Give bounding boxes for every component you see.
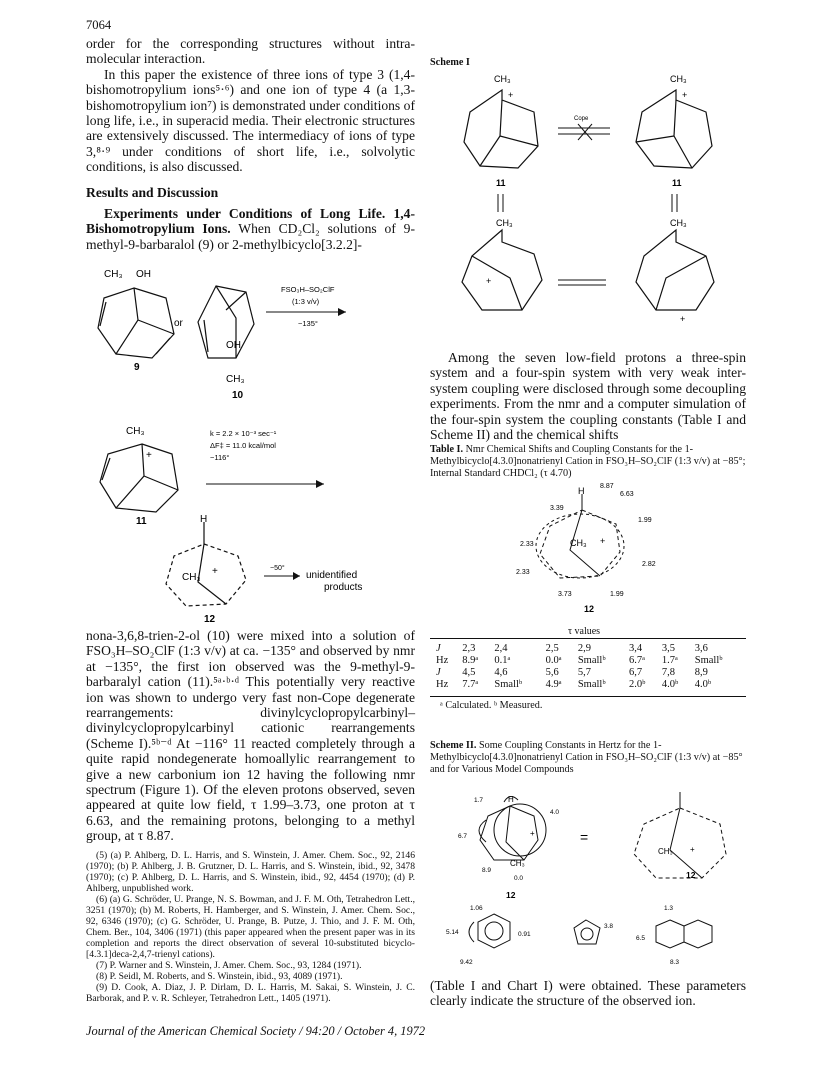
table-row <box>434 666 744 678</box>
scheme-2-diagram <box>430 780 746 980</box>
table-cell: 2,3 <box>462 642 476 654</box>
model-106: 1.06 <box>470 905 483 912</box>
model-83: 8.3 <box>670 959 680 966</box>
ch3-c: CH₃ <box>496 218 513 228</box>
table-cell: 7,8 <box>661 666 676 678</box>
model-091: 0.91 <box>518 931 531 938</box>
compound-11 <box>100 444 178 512</box>
table-cell: 3,6 <box>694 642 708 654</box>
table-cell: Hz <box>436 654 449 666</box>
scheme1-structure-a <box>464 90 538 168</box>
paragraph-3-text: When CD₂Cl₂ solutions of 9-methyl-9-barbaralol (9) or 2-methylbicyclo[3.2.2]- <box>86 221 415 252</box>
table-1-notes: ᵃ Calculated. ᵇ Measured. <box>440 700 543 711</box>
paragraph-1: order for the corresponding structures without intra-molecular interaction. <box>86 36 415 67</box>
table-cell: 3,4 <box>629 642 643 654</box>
compound-11-label: 11 <box>136 516 147 527</box>
arrow-head-3 <box>293 572 300 580</box>
coupling-17: 1.7 <box>474 797 484 804</box>
table-1-data <box>434 642 744 690</box>
unidentified-label-2: products <box>324 582 363 593</box>
paragraph-3-lead: Experiments under Conditions of Long Life. 1,4-Bishomotropylium Ions. <box>86 206 415 237</box>
table-structure-label: 12 <box>584 604 595 614</box>
table-plus-label: + <box>600 536 606 546</box>
ch3-label-9: CH₃ <box>104 269 123 280</box>
plus-b: + <box>682 90 688 100</box>
journal-footer: Journal of the American Chemical Society / 94:20 / October 4, 1972 <box>86 1024 426 1038</box>
ch3-label-11: CH₃ <box>126 426 145 437</box>
table-cell: 2,5 <box>545 642 559 654</box>
unidentified-label-1: unidentified <box>306 570 358 581</box>
ch3-d: CH₃ <box>670 218 687 228</box>
coupling-67: 6.7 <box>458 833 468 840</box>
scheme2-ch3-left: CH₃ <box>510 859 525 868</box>
ch3-b: CH₃ <box>670 74 687 84</box>
arrow-head-1 <box>338 308 346 316</box>
reaction-scheme-left <box>86 262 418 626</box>
table-cell: 0.0ᵃ <box>545 654 562 666</box>
compound-12 <box>166 522 246 606</box>
model-942: 9.42 <box>460 959 473 966</box>
table-cell: 6,7 <box>629 666 643 678</box>
plus-d: + <box>680 314 686 324</box>
or-label: or <box>174 318 183 329</box>
cope-label: Cope <box>574 116 589 122</box>
scheme2-structure-left <box>479 796 546 860</box>
table-cell: 3,5 <box>661 642 676 654</box>
footnote-7: (7) P. Warner and S. Winstein, J. Amer. Chem. Soc., 93, 1284 (1971). <box>96 960 362 971</box>
table-row <box>434 654 744 666</box>
paragraph-3 <box>86 206 415 252</box>
section-heading: Results and Discussion <box>86 184 219 200</box>
shift-a: 8.87 <box>600 483 614 490</box>
vertical-equilibrium-right <box>672 194 677 212</box>
scheme2-label-right: 12 <box>686 870 696 880</box>
right-paragraph-2: (Table I and Chart I) were obtained. These parameters clearly indicate the structure of the observed ion. <box>430 978 746 1009</box>
ch3-label-12: CH₃ <box>182 572 201 583</box>
condition-ratio: (1:3 v/v) <box>292 297 320 306</box>
table-cell: 4.0ᵇ <box>661 678 679 690</box>
table-cell: 5,7 <box>577 666 591 678</box>
condition-temp: −135° <box>298 319 318 328</box>
shift-c: 3.39 <box>550 505 564 512</box>
table-cell: 4.0ᵇ <box>694 678 712 690</box>
table-cell: 2,9 <box>577 642 591 654</box>
scheme2-label-left: 12 <box>506 890 516 900</box>
shift-f: 2.82 <box>642 561 656 568</box>
table-cell: 4,5 <box>462 666 476 678</box>
coupling-40: 4.0 <box>550 809 560 816</box>
scheme-2-caption-text: Some Coupling Constants in Hertz for the 1-Methylbicyclo[4.3.0]nonatrienyl Cation in FSO₃H–SO₂ClF (1:3 v/v) at −85° and for Various Model Compounds <box>430 740 743 775</box>
table-1-rule-bottom <box>430 696 746 697</box>
right-paragraph-1: Among the seven low-field protons a three-spin system and a four-spin system with very weak inter-system coupling were disclosed through some decoupling experiments. From the nmr and a computer simulation of the four-spin system the coupling constants (Table I and Scheme II) and the chemical shifts <box>430 350 746 443</box>
table-cell: Smallᵇ <box>577 654 606 666</box>
footnote-9: (9) D. Cook, A. Diaz, J. P. Dirlam, D. L. Harris, M. Sakai, S. Winstein, J. C. Barborak, and P. v. R. Schleyer, Tetrahedron Lett., 1405 (1971). <box>86 982 415 1004</box>
right-text-2 <box>430 978 746 1009</box>
scheme2-plus-left: + <box>530 829 535 838</box>
footnotes <box>86 850 415 1004</box>
model-38: 3.8 <box>604 923 614 930</box>
table-cell: Hz <box>436 678 449 690</box>
left-column-bottom <box>86 628 415 844</box>
right-text-1 <box>430 350 746 442</box>
activation-energy: ΔF‡ = 11.0 kcal/mol <box>210 441 276 450</box>
shift-b: 6.63 <box>620 491 634 498</box>
table-h-label: H <box>578 486 585 496</box>
shift-e: 2.33 <box>520 541 534 548</box>
plus-c: + <box>486 276 492 286</box>
scheme2-plus-right: + <box>690 845 695 854</box>
footnote-8: (8) P. Seidl, M. Roberts, and S. Winstein, ibid., 93, 4089 (1971). <box>96 971 343 982</box>
plus-label-11: + <box>146 450 152 461</box>
condition-reagent: FSO₃H–SO₂ClF <box>281 285 335 294</box>
table-cell: 8,9 <box>694 666 708 678</box>
coupling-00: 0.0 <box>514 875 524 882</box>
footnote-6: (6) (a) G. Schröder, U. Prange, N. S. Bowman, and J. F. M. Oth, Tetrahedron Lett., 3251 (1970); (b) M. Roberts, H. Hamberger, and S. Winstein, J. Amer. Chem. Soc., 92, 6346 (1970); (c) G. Schröder, U. Prange, B. Putze, J. Thio, and J. F. M. Oth, Chem. Ber., 104, 3406 (1971) (this paper appeared when the present paper was in its completion and reports the direct observation of several 10-substituted bicyclo-[4.3.1]deca-2,4,7-trienyl cations). <box>86 894 415 960</box>
ch3-label-10: CH₃ <box>226 374 245 385</box>
compound-12-label: 12 <box>204 614 216 625</box>
arrow-head-2 <box>316 480 324 488</box>
table-cell: 7.7ᵃ <box>462 678 479 690</box>
compound-9 <box>98 288 174 358</box>
compound-10-label: 10 <box>232 390 244 401</box>
table-1-caption <box>430 444 746 480</box>
scheme2-equals: = <box>580 829 589 845</box>
table-cell: J <box>436 642 441 654</box>
table-cell: 0.1ᵃ <box>494 654 511 666</box>
plus-a: + <box>508 90 514 100</box>
table-cell: J <box>436 666 441 678</box>
table-cell: 2.0ᵇ <box>629 678 646 690</box>
table-cell: 2,4 <box>494 642 508 654</box>
compound-9-label: 9 <box>134 362 140 373</box>
plus-label-12: + <box>212 566 218 577</box>
shift-h: 3.73 <box>558 591 572 598</box>
scheme1-structure-c <box>462 230 542 310</box>
scheme2-ch3-right: CH₃ <box>658 847 673 856</box>
paragraph-4: nona-3,6,8-trien-2-ol (10) were mixed into a solution of FSO₃H–SO₂ClF (1:3 v/v) at ca. −135° and observed by nmr at −135°, the first ion observed was the 9-methyl-9-barbaralyl cation (11).⁵ᵃ·ᵇ·ᵈ This potentially very reactive ion was shown to undergo very fast non-Cope degenerate rearrangements: divinylcyclopropylcarbinyl–divinylcyclopropylcarbinyl cationic rearrangements (Scheme I).⁵ᵇ⁻ᵈ At −116° 11 reacted completely through a quite rapid nondegenerate homoallylic rearrangement to give a new carbonium ion 12 having the following nmr spectrum (Figure 1). Of the eleven protons observed, seven appeared at quite low field, τ 1.99–3.73, one proton at τ 6.63, and the remaining protons, belonging to a methyl group, at τ 8.87. <box>86 628 415 844</box>
model-13: 1.3 <box>664 905 674 912</box>
table-row <box>434 678 744 690</box>
table-cell: Smallᵇ <box>494 678 523 690</box>
scheme-2-caption <box>430 740 746 776</box>
table-cell: 8.9ᵃ <box>462 654 479 666</box>
scheme-2-caption-label: Scheme II. <box>430 740 477 751</box>
model-naphthalene <box>656 920 712 948</box>
oh-label-9: OH <box>136 269 151 280</box>
table-1-structure <box>470 480 690 616</box>
table-cell: 5,6 <box>545 666 559 678</box>
table-cell: 4.9ᵃ <box>545 678 562 690</box>
label-11-a: 11 <box>496 178 506 188</box>
paragraph-2: In this paper the existence of three ions of type 3 (1,4-bishomotropylium ions⁵·⁶) and one ion of type 4 (a 1,3-bishomotropylium ion⁷) is demonstrated under conditions of long life, i.e., in superacid media. Their electronic structures are extensively discussed. The intermediacy of ions of type 3,⁸·⁹ under conditions of short life, i.e., solvolytic conditions, is also discussed. <box>86 66 415 175</box>
condition-minus-50: −50° <box>270 565 285 572</box>
model-cyclopentadienyl <box>574 920 600 944</box>
table-cell: 1.7ᵃ <box>661 654 678 666</box>
coupling-89: 8.9 <box>482 867 492 874</box>
table-1-caption-label: Table I. <box>430 444 464 455</box>
rate-constant: k = 2.2 × 10⁻³ sec⁻¹ <box>210 429 277 438</box>
table-cell: Smallᵇ <box>694 654 723 666</box>
label-11-b: 11 <box>672 178 682 188</box>
scheme2-h-left: H <box>508 795 514 804</box>
table-1-caption-text: Nmr Chemical Shifts and Coupling Constants for the 1-Methylbicyclo[4.3.0]nonatrienyl Cation in FSO₃H–SO₂ClF (1:3 v/v) at −85°; Internal Standard CHDCl₂ (τ 4.70) <box>430 444 746 479</box>
table-ch3-label: CH₃ <box>570 538 587 548</box>
model-benzene <box>469 914 510 948</box>
table-row <box>434 642 744 654</box>
scheme2-structure-right <box>634 792 726 878</box>
scheme-1-title: Scheme I <box>430 57 470 68</box>
table-cell: Smallᵇ <box>577 678 606 690</box>
model-514: 5.14 <box>446 929 459 936</box>
oh-label-10: OH <box>226 340 241 351</box>
scheme1-structure-d <box>636 230 714 310</box>
shift-g: 2.33 <box>516 569 530 576</box>
table-1-rule-top <box>430 638 746 639</box>
table-cell: 6.7ᵃ <box>629 654 646 666</box>
left-column-top <box>86 36 415 252</box>
reaction-temp: −116° <box>210 453 230 462</box>
shift-d: 1.99 <box>638 517 652 524</box>
scheme-1-diagram <box>430 70 740 342</box>
vertical-equilibrium-left <box>498 194 503 212</box>
footnote-5: (5) (a) P. Ahlberg, D. L. Harris, and S. Winstein, J. Amer. Chem. Soc., 92, 2146 (1970); (b) P. Ahlberg, J. B. Grutzner, D. L. Harris, and S. Winstein, ibid., 92, 3478 (1970); (c) P. Ahlberg, D. L. Harris, and S. Winstein, ibid., 92, 4454 (1970); (d) P. Ahlberg, unpublished work. <box>86 850 415 894</box>
shift-i: 1.99 <box>610 591 624 598</box>
ch3-a: CH₃ <box>494 74 511 84</box>
model-65: 6.5 <box>636 935 646 942</box>
table-cell: 4,6 <box>494 666 508 678</box>
scheme1-structure-b <box>636 90 712 168</box>
h-label-12: H <box>200 514 208 525</box>
table-1-header: τ values <box>568 626 601 637</box>
page-number: 7064 <box>86 18 112 32</box>
